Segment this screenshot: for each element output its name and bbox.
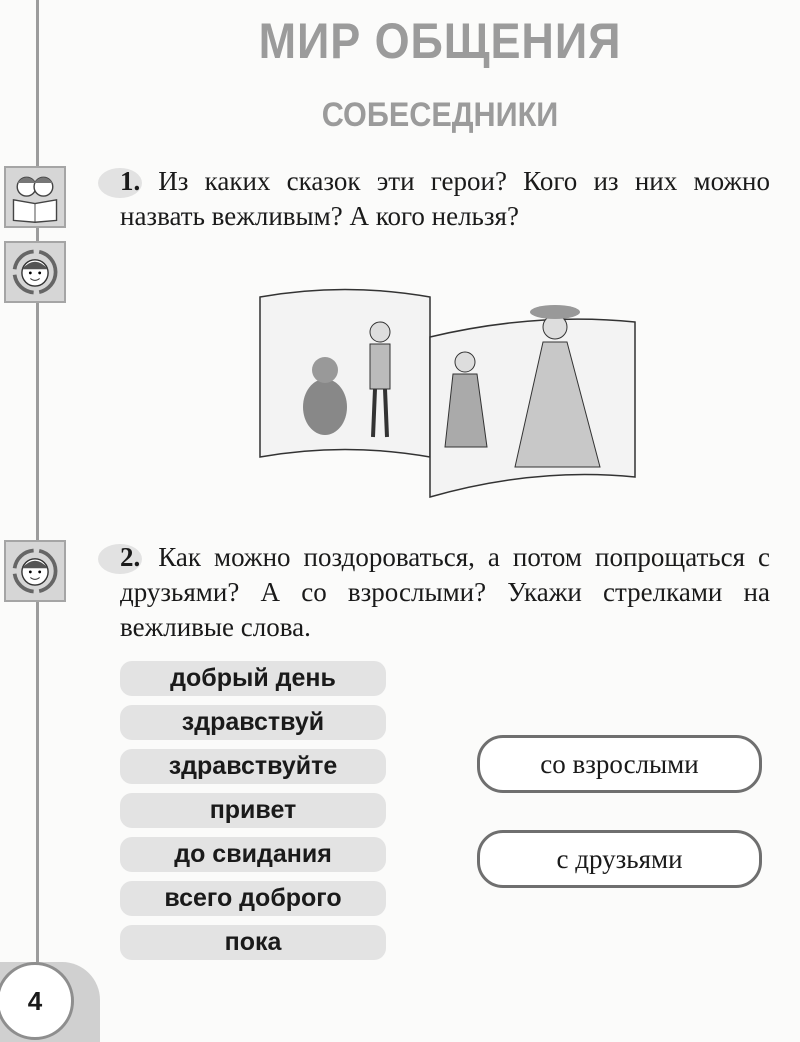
task-number: 2. (120, 542, 141, 572)
task-text: Из каких сказок эти герои? Кого из них можно назвать вежливым? А кого нельзя? (120, 166, 770, 231)
face-cycle-icon (4, 241, 66, 303)
phrase-card[interactable]: до свидания (120, 837, 386, 872)
fairy-tale-illustration (255, 282, 640, 502)
face-cycle-icon (4, 540, 66, 602)
chapter-title: МИР ОБЩЕНИЯ (258, 13, 622, 69)
target-adults[interactable]: со взрослыми (477, 735, 762, 793)
left-page-picture (260, 290, 430, 458)
task-1 (120, 164, 770, 234)
phrase-card[interactable]: всего доброго (120, 881, 386, 916)
phrase-card[interactable]: добрый день (120, 661, 386, 696)
task-number: 1. (120, 166, 141, 196)
phrase-card[interactable]: пока (120, 925, 386, 960)
margin-line (36, 0, 39, 1000)
phrase-card[interactable]: здравствуй (120, 705, 386, 740)
task-2 (120, 540, 770, 645)
phrase-card[interactable]: привет (120, 793, 386, 828)
section-title: СОБЕСЕДНИКИ (321, 96, 559, 134)
page-number: 4 (0, 962, 74, 1040)
reading-children-icon (4, 166, 66, 228)
target-friends[interactable]: с друзьями (477, 830, 762, 888)
task-text: Как можно поздороваться, а потом попрощаться с друзьями? А со взрослыми? Укажи стрелками на вежливые слова. (120, 542, 770, 642)
phrase-card[interactable]: здравствуйте (120, 749, 386, 784)
